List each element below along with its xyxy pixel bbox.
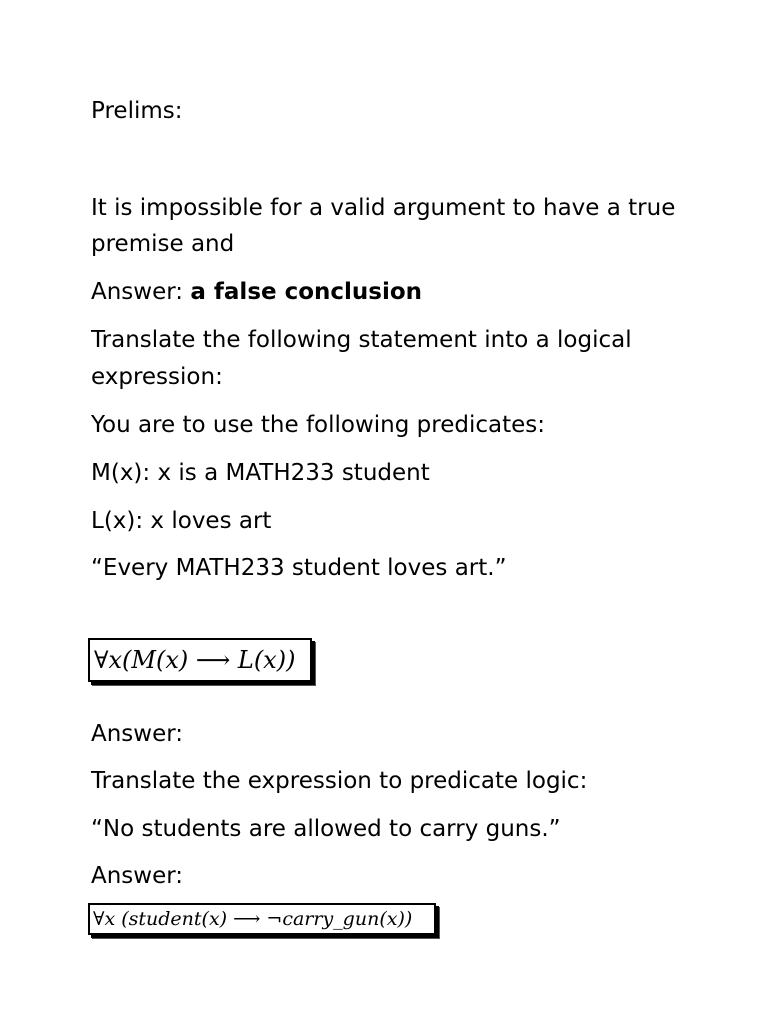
formula-image-2: [88, 903, 436, 935]
formula-text-2: ∀x (student(x) ⟶ ¬carry_gun(x)): [93, 908, 413, 930]
question-1-line-2: premise and: [91, 231, 235, 257]
question-2-line-3: You are to use the following predicates:: [91, 412, 545, 438]
question-2-line-1: Translate the following statement into a logical: [91, 327, 632, 353]
predicate-l: L(x): x loves art: [91, 508, 272, 534]
formula-image-1: [88, 638, 312, 682]
question-3-statement: “No students are allowed to carry guns.”: [91, 816, 561, 842]
prelims-heading: Prelims:: [91, 98, 183, 124]
question-2-line-2: expression:: [91, 364, 223, 390]
question-1-line-1: It is impossible for a valid argument to have a true: [91, 195, 676, 221]
question-2-statement: “Every MATH233 student loves art.”: [91, 555, 507, 581]
answer-value: a false conclusion: [190, 279, 423, 305]
predicate-m: M(x): x is a MATH233 student: [91, 460, 430, 486]
question-2-answer-label: Answer:: [91, 721, 184, 747]
question-1-answer: [91, 274, 422, 310]
answer-label: Answer:: [91, 279, 191, 305]
formula-text-1: ∀x(M(x) ⟶ L(x)): [94, 646, 296, 674]
question-3-line-1: Translate the expression to predicate logic:: [91, 768, 588, 794]
question-3-answer-label: Answer:: [91, 863, 184, 889]
